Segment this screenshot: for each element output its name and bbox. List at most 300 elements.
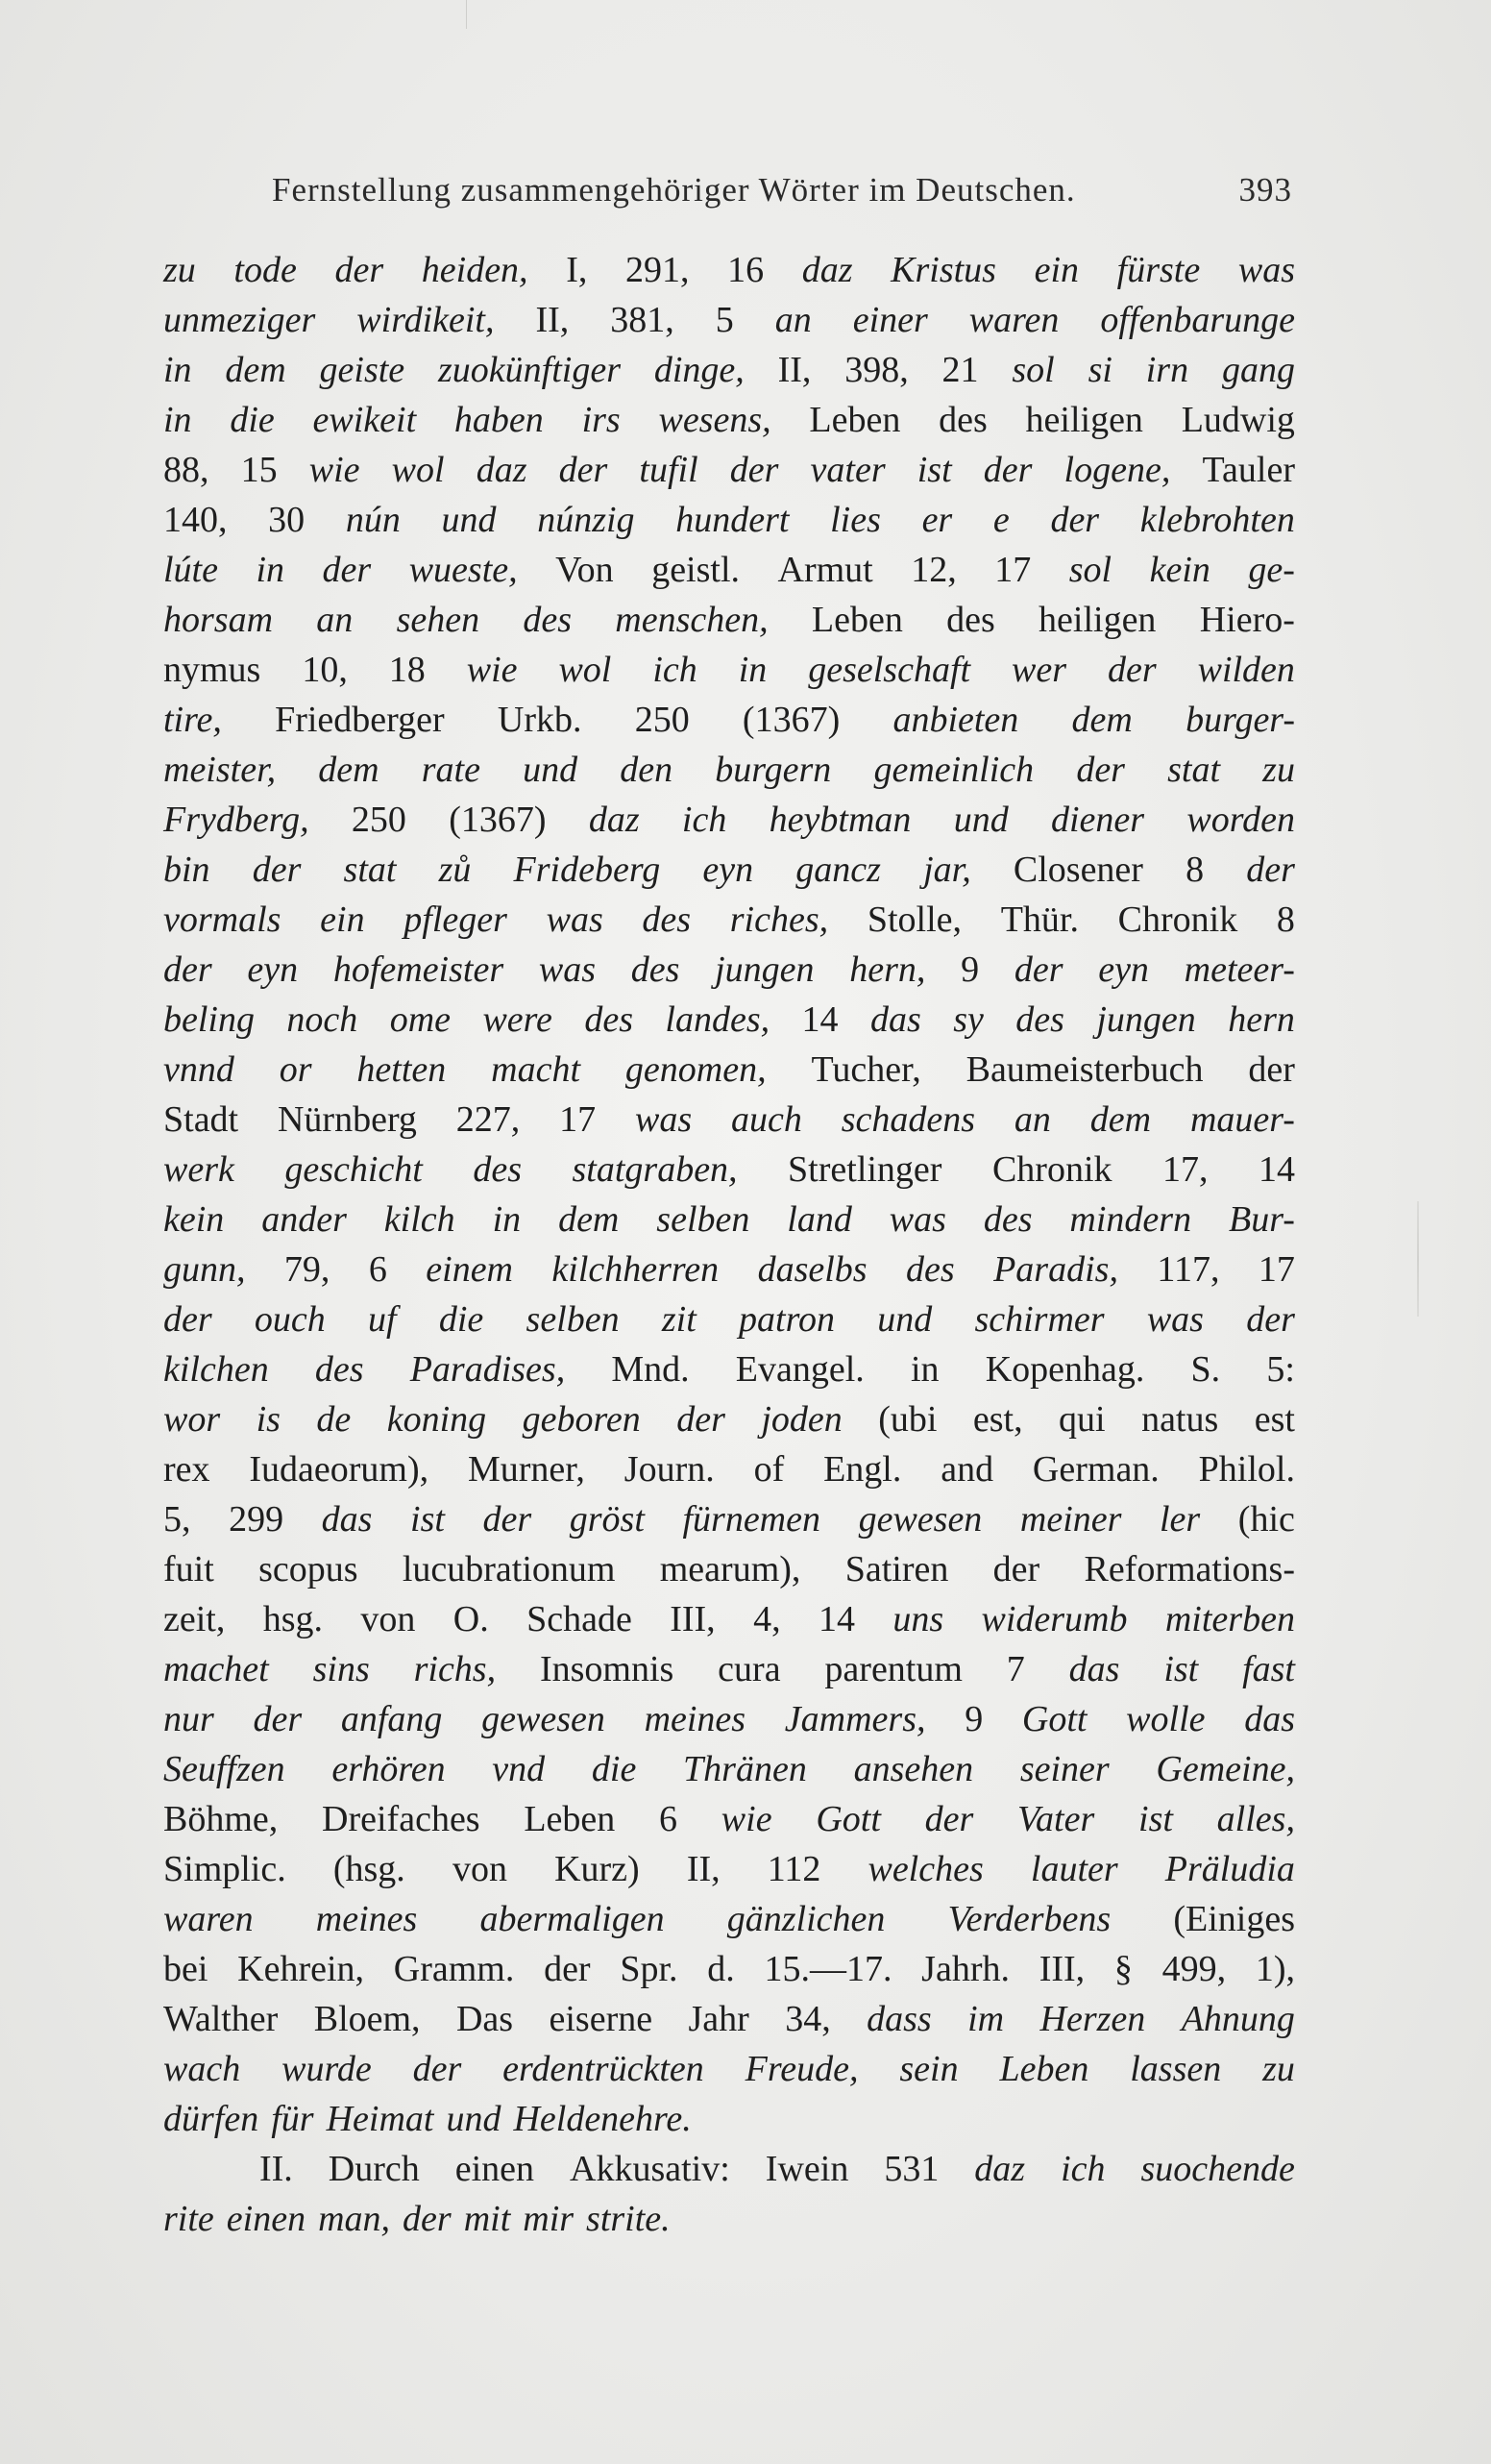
word: (hsg. <box>332 1849 405 1889</box>
italic-word: erhören <box>331 1749 446 1789</box>
text-line <box>163 445 1295 495</box>
italic-word: were <box>482 999 552 1040</box>
word: 21 <box>941 350 979 390</box>
italic-word: dem <box>1089 1099 1152 1140</box>
italic-word: wie <box>466 650 518 690</box>
italic-word: gunn, <box>163 1249 246 1290</box>
italic-word: vormals <box>163 899 281 940</box>
italic-word: ander <box>261 1199 347 1240</box>
word: 14 <box>818 1599 855 1639</box>
word: Reformations- <box>1084 1549 1295 1589</box>
italic-word: dem <box>558 1199 620 1240</box>
italic-word: vnnd <box>163 1049 234 1090</box>
text-line <box>163 795 1295 845</box>
text-line <box>163 1145 1295 1195</box>
italic-word: daz <box>588 800 640 840</box>
word: Murner, <box>467 1449 585 1490</box>
italic-word: bin <box>163 850 210 890</box>
italic-word: in <box>163 350 192 390</box>
italic-word: in <box>738 650 768 690</box>
text-line <box>163 295 1295 345</box>
italic-word: gewesen <box>481 1699 605 1739</box>
italic-word: haben <box>453 400 544 440</box>
italic-word: miterben <box>1164 1599 1295 1639</box>
italic-word: der <box>676 1399 725 1440</box>
word: Chronik <box>1117 899 1238 940</box>
word: 16 <box>727 250 765 290</box>
word: 12, <box>911 550 957 590</box>
text-line <box>163 1644 1295 1694</box>
word: 381, <box>610 300 674 340</box>
word: Schade <box>526 1599 632 1639</box>
italic-word: werk <box>163 1149 234 1190</box>
italic-word: hern <box>1228 999 1295 1040</box>
italic-word: land <box>787 1199 852 1240</box>
italic-word: der <box>1076 750 1125 790</box>
italic-word: lúte <box>163 550 218 590</box>
word: Stadt <box>163 1099 239 1140</box>
italic-word: was <box>1146 1299 1204 1340</box>
text-line <box>163 245 1295 295</box>
italic-word: wol <box>391 450 445 490</box>
italic-word: an <box>1014 1099 1051 1140</box>
word: 1), <box>1255 1949 1295 1989</box>
text-line <box>163 1045 1295 1095</box>
italic-word: geiste <box>319 350 405 390</box>
italic-word: das <box>1068 1649 1120 1689</box>
word: Stolle, <box>867 899 963 940</box>
word: fuit <box>163 1549 214 1589</box>
italic-word: meteer- <box>1184 949 1295 990</box>
italic-word: rate <box>421 750 480 790</box>
word: 8 <box>1276 899 1295 940</box>
word: 88, <box>163 450 209 490</box>
italic-word: Bur- <box>1229 1199 1295 1240</box>
text-line <box>163 395 1295 445</box>
text-line <box>163 495 1295 545</box>
italic-word: zuokünftiger <box>438 350 621 390</box>
word: Evangel. <box>735 1349 865 1390</box>
italic-word: seiner <box>1019 1749 1110 1789</box>
italic-word: uns <box>892 1599 944 1639</box>
word: Leben <box>809 400 901 440</box>
italic-word: meines <box>644 1699 746 1739</box>
word: der <box>1248 1049 1295 1090</box>
word: § <box>1113 1949 1133 1989</box>
word: 250 <box>634 700 690 740</box>
italic-word: wilden <box>1197 650 1295 690</box>
italic-word: núnzig <box>537 500 635 540</box>
italic-word: e <box>992 500 1010 540</box>
italic-word: Thränen <box>683 1749 807 1789</box>
word: in <box>910 1349 940 1390</box>
italic-word: in <box>492 1199 522 1240</box>
word: Durch <box>328 2149 420 2189</box>
italic-word: daz <box>801 250 853 290</box>
italic-word: die <box>591 1749 637 1789</box>
word: Böhme, <box>163 1799 279 1839</box>
italic-word: irn <box>1145 350 1189 390</box>
word: German. <box>1032 1449 1160 1490</box>
italic-word: ouch <box>254 1299 326 1340</box>
italic-word: daz <box>476 450 527 490</box>
word: hsg. <box>262 1599 324 1639</box>
italic-word: burgern <box>715 750 832 790</box>
word: II, <box>535 300 570 340</box>
italic-word: sins <box>312 1649 370 1689</box>
italic-word: Seuffzen <box>163 1749 285 1789</box>
word: d. <box>707 1949 735 1989</box>
italic-word: kilchherren <box>551 1249 720 1290</box>
italic-word: patron <box>739 1299 835 1340</box>
text-line <box>163 845 1295 895</box>
italic-word: lassen <box>1130 2049 1222 2089</box>
italic-word: an <box>774 300 812 340</box>
italic-word: mir <box>523 2199 574 2239</box>
text-line <box>163 345 1295 395</box>
italic-word: unmeziger <box>163 300 316 340</box>
italic-word: jar, <box>923 850 971 890</box>
italic-word: heybtman <box>769 800 912 840</box>
word: (1367) <box>742 700 841 740</box>
italic-word: gänzlichen <box>726 1899 886 1939</box>
italic-word: landes, <box>665 999 770 1040</box>
italic-word: lauter <box>1030 1849 1118 1889</box>
word: 34, <box>785 1999 831 2039</box>
italic-word: ich <box>1061 2149 1106 2189</box>
text-line <box>163 1894 1295 1944</box>
italic-word: das <box>321 1499 373 1540</box>
italic-word: menschen, <box>615 600 769 640</box>
italic-word: anfang <box>340 1699 443 1739</box>
italic-word: fast <box>1242 1649 1295 1689</box>
word: zeit, <box>163 1599 226 1639</box>
italic-word: schadens <box>841 1099 976 1140</box>
italic-word: gang <box>1221 350 1295 390</box>
italic-word: daz <box>974 2149 1026 2189</box>
italic-word: erdentrückten <box>502 2049 704 2089</box>
italic-word: stat <box>1167 750 1221 790</box>
text-line <box>163 1694 1295 1744</box>
italic-word: wie <box>721 1799 772 1839</box>
italic-word: was <box>889 1199 946 1240</box>
italic-word: zu <box>1262 2049 1295 2089</box>
word: Satiren <box>844 1549 949 1589</box>
word: Spr. <box>620 1949 678 1989</box>
italic-word: kilchen <box>163 1349 269 1390</box>
italic-word: ist <box>1163 1649 1199 1689</box>
italic-word: der <box>729 450 779 490</box>
italic-word: man, <box>318 2199 391 2239</box>
italic-word: der <box>482 1499 532 1540</box>
text-line <box>163 895 1295 945</box>
text-line <box>163 1994 1295 2044</box>
text-line <box>163 695 1295 745</box>
word: Insomnis <box>539 1649 674 1689</box>
text-line <box>163 1444 1295 1494</box>
word: Kopenhag. <box>985 1349 1145 1390</box>
word: Journ. <box>623 1449 715 1490</box>
italic-word: si <box>1088 350 1112 390</box>
word: Friedberger <box>275 700 445 740</box>
italic-word: Ahnung <box>1181 1999 1295 2039</box>
italic-word: Heimat <box>326 2099 434 2139</box>
italic-word: tode <box>233 250 297 290</box>
italic-word: vater <box>810 450 886 490</box>
italic-word: sein <box>899 2049 959 2089</box>
italic-word: an <box>316 600 354 640</box>
italic-word: dürfen <box>163 2099 259 2139</box>
italic-word: zit <box>661 1299 697 1340</box>
italic-word: selben <box>526 1299 620 1340</box>
italic-word: dinge, <box>653 350 745 390</box>
word: Baumeisterbuch <box>965 1049 1204 1090</box>
word: des <box>946 600 995 640</box>
text-line <box>163 595 1295 645</box>
text-line <box>163 1195 1295 1244</box>
word: 5 <box>715 300 734 340</box>
italic-word: de <box>316 1399 352 1440</box>
word: cura <box>718 1649 781 1689</box>
body-text <box>163 245 1295 2398</box>
word: Leben <box>524 1799 616 1839</box>
italic-word: in <box>163 400 192 440</box>
italic-word: der <box>412 2049 462 2089</box>
italic-word: mit <box>463 2199 511 2239</box>
italic-word: kilch <box>383 1199 455 1240</box>
text-line <box>163 1594 1295 1644</box>
italic-word: ein <box>1034 250 1080 290</box>
italic-word: koning <box>386 1399 487 1440</box>
word: and <box>941 1449 994 1490</box>
word: Chronik <box>991 1149 1112 1190</box>
italic-word: der <box>334 250 384 290</box>
word: (hic <box>1237 1499 1295 1540</box>
word: 14 <box>801 999 839 1040</box>
italic-word: anbieten <box>892 700 1019 740</box>
word: O. <box>452 1599 489 1639</box>
italic-word: und <box>441 500 497 540</box>
word: 17 <box>1258 1249 1295 1290</box>
italic-word: was <box>635 1099 693 1140</box>
word: (ubi <box>878 1399 938 1440</box>
italic-word: wol <box>558 650 612 690</box>
running-header <box>272 171 1292 217</box>
italic-word: was <box>538 949 596 990</box>
word: bei <box>163 1949 208 1989</box>
italic-word: Frideberg <box>513 850 661 890</box>
italic-word: der <box>1246 1299 1295 1340</box>
text-line <box>163 1344 1295 1394</box>
italic-word: burger- <box>1185 700 1295 740</box>
word: 79, <box>283 1249 330 1290</box>
italic-word: des <box>906 1249 955 1290</box>
word: of <box>753 1449 785 1490</box>
italic-word: zů <box>438 850 472 890</box>
word: des <box>939 400 988 440</box>
word: Nürnberg <box>277 1099 417 1140</box>
italic-word: logene, <box>1063 450 1171 490</box>
italic-word: lies <box>830 500 881 540</box>
word: Simplic. <box>163 1849 286 1889</box>
word: 117, <box>1157 1249 1220 1290</box>
text-line <box>163 995 1295 1045</box>
italic-word: des <box>473 1149 523 1190</box>
text-line <box>163 2044 1295 2094</box>
italic-word: geschicht <box>284 1149 423 1190</box>
italic-word: Leben <box>999 2049 1089 2089</box>
italic-word: das <box>869 999 921 1040</box>
italic-word: des <box>630 949 680 990</box>
word: Engl. <box>823 1449 902 1490</box>
word: 14 <box>1258 1149 1295 1190</box>
italic-word: nún <box>345 500 401 540</box>
word: 10, <box>302 650 348 690</box>
text-line <box>163 545 1295 595</box>
italic-word: der <box>253 1699 303 1739</box>
word: III, <box>670 1599 716 1639</box>
italic-word: statgraben, <box>572 1149 738 1190</box>
word: Das <box>455 1999 514 2039</box>
word: eiserne <box>549 1999 653 2039</box>
word: 9 <box>965 1699 984 1739</box>
italic-word: fürste <box>1116 250 1201 290</box>
italic-word: wor <box>163 1399 221 1440</box>
word: 112 <box>767 1849 821 1889</box>
word: 5: <box>1266 1349 1295 1390</box>
italic-word: wolle <box>1126 1699 1206 1739</box>
italic-word: des <box>314 1349 364 1390</box>
italic-word: Kristus <box>891 250 996 290</box>
paper-crease <box>1417 1201 1419 1317</box>
italic-word: wie <box>308 450 360 490</box>
italic-word: riches, <box>729 899 829 940</box>
italic-word: Paradis, <box>993 1249 1118 1290</box>
italic-word: machet <box>163 1649 269 1689</box>
italic-word: Präludia <box>1164 1849 1295 1889</box>
italic-word: richs, <box>413 1649 497 1689</box>
word: Stretlinger <box>788 1149 942 1190</box>
italic-word: ist <box>917 450 952 490</box>
word: Leben <box>811 600 903 640</box>
italic-word: ewikeit <box>312 400 417 440</box>
italic-word: der <box>1246 850 1295 890</box>
word: (Einiges <box>1173 1899 1295 1939</box>
italic-word: sy <box>953 999 984 1040</box>
italic-word: des <box>1015 999 1064 1040</box>
running-title: Fernstellung zusammengehöriger Wörter im Deutschen. <box>272 171 1076 209</box>
italic-word: schirmer <box>974 1299 1105 1340</box>
italic-word: genomen, <box>624 1049 767 1090</box>
word: der <box>544 1949 591 1989</box>
italic-word: irs <box>581 400 621 440</box>
italic-word: Gott <box>1021 1699 1088 1739</box>
italic-word: tufil <box>639 450 698 490</box>
word: Urkb. <box>497 700 582 740</box>
italic-word: gancz <box>795 850 881 890</box>
italic-word: und <box>877 1299 933 1340</box>
italic-word: ein <box>320 899 365 940</box>
italic-word: wirdikeit, <box>356 300 495 340</box>
text-line <box>163 945 1295 995</box>
italic-word: gröst <box>569 1499 645 1540</box>
italic-word: alles, <box>1216 1799 1295 1839</box>
word: Mnd. <box>611 1349 690 1390</box>
word: 6 <box>659 1799 678 1839</box>
italic-word: Gemeine, <box>1156 1749 1295 1789</box>
italic-word: dem <box>1071 700 1133 740</box>
word: von <box>360 1599 416 1639</box>
italic-word: pfleger <box>403 899 507 940</box>
word: 531 <box>884 2149 940 2189</box>
word: von <box>452 1849 507 1889</box>
page-number: 393 <box>1238 171 1292 209</box>
text-line <box>163 2094 1295 2144</box>
word: mearum), <box>659 1549 801 1589</box>
word: 5, <box>163 1499 191 1540</box>
italic-word: jungen <box>1096 999 1196 1040</box>
italic-word: eyn <box>247 949 299 990</box>
italic-word: tire, <box>163 700 222 740</box>
italic-word: gewesen <box>858 1499 983 1540</box>
italic-word: jungen <box>715 949 815 990</box>
word: est <box>1254 1399 1295 1440</box>
italic-word: waren <box>163 1899 254 1939</box>
italic-word: wer <box>1012 650 1067 690</box>
italic-word: der <box>1050 500 1100 540</box>
word: qui <box>1059 1399 1106 1440</box>
italic-word: selben <box>656 1199 750 1240</box>
word: Iwein <box>765 2149 849 2189</box>
italic-word: für <box>271 2099 314 2139</box>
text-line <box>163 645 1295 695</box>
word: est, <box>972 1399 1023 1440</box>
word: Dreifaches <box>322 1799 480 1839</box>
text-line <box>163 1244 1295 1294</box>
word: S. <box>1190 1349 1221 1390</box>
text-line <box>163 1494 1295 1544</box>
italic-word: wach <box>163 2049 241 2089</box>
italic-word: der <box>1107 650 1157 690</box>
word: II, <box>686 1849 721 1889</box>
italic-word: der <box>558 450 608 490</box>
italic-word: widerumb <box>981 1599 1128 1639</box>
text-line <box>259 2144 1295 2194</box>
italic-word: geselschaft <box>808 650 971 690</box>
text-line <box>163 1794 1295 1844</box>
italic-word: Freude, <box>745 2049 859 2089</box>
word: 7 <box>1006 1649 1025 1689</box>
word: 227, <box>455 1099 521 1140</box>
italic-word: ist <box>1138 1799 1173 1839</box>
italic-word: ich <box>681 800 727 840</box>
text-line <box>163 745 1295 795</box>
word: Iudaeorum), <box>249 1449 429 1490</box>
italic-word: Verderbens <box>947 1899 1112 1939</box>
word: Jahrh. <box>921 1949 1010 1989</box>
word: 291, <box>624 250 690 290</box>
word: rex <box>163 1449 210 1490</box>
italic-word: dem <box>225 350 286 390</box>
italic-word: des <box>584 999 633 1040</box>
text-line <box>163 1944 1295 1994</box>
word: 18 <box>388 650 426 690</box>
word: 17, <box>1161 1149 1209 1190</box>
word: 17 <box>994 550 1032 590</box>
italic-word: rite <box>163 2199 214 2239</box>
italic-word: sol <box>1012 350 1055 390</box>
word: Akkusativ: <box>570 2149 730 2189</box>
